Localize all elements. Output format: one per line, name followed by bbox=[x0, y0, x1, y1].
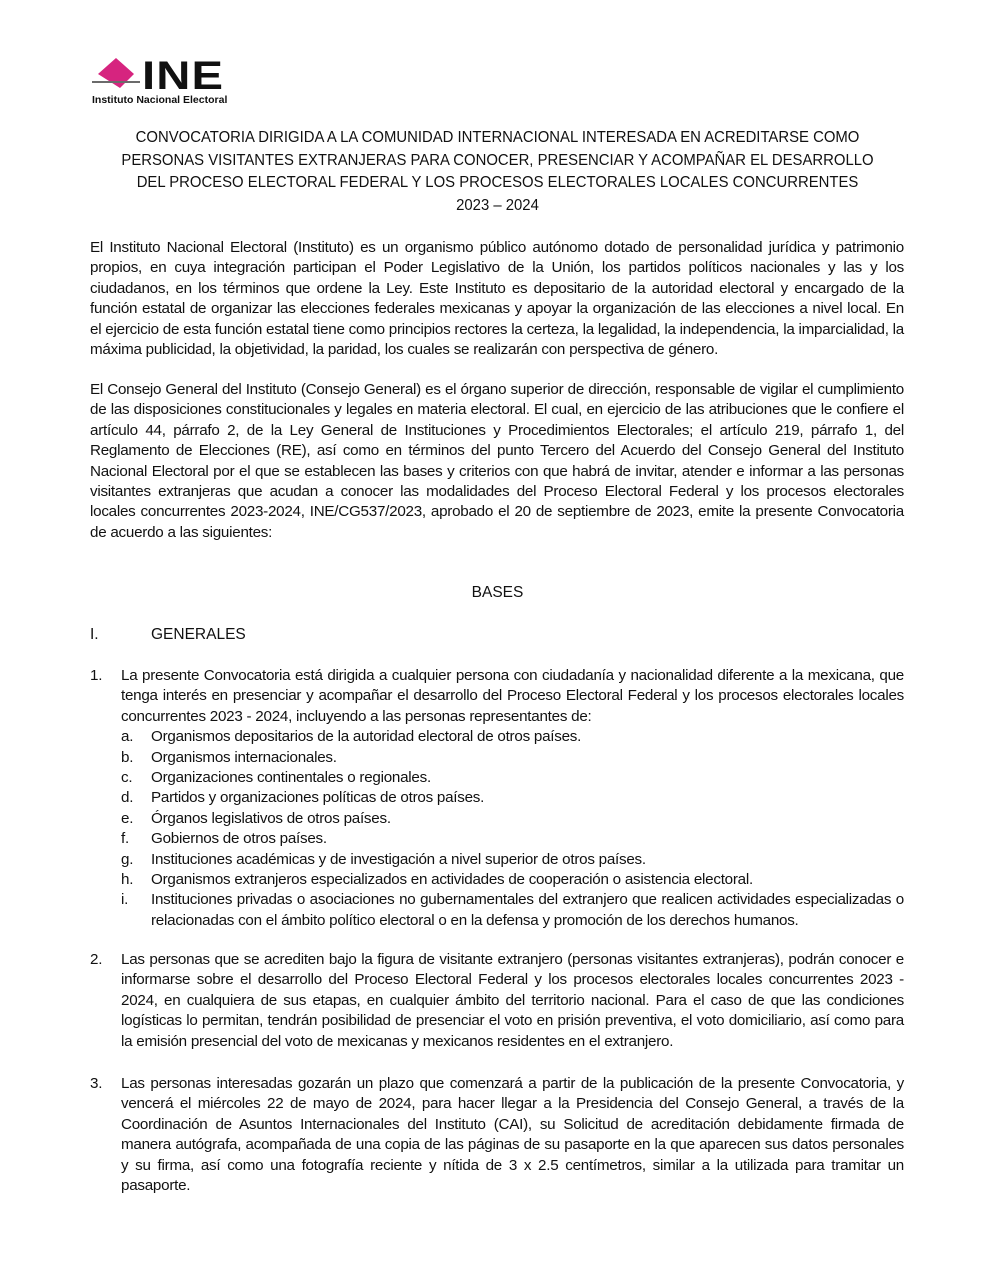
logo-subtitle: Instituto Nacional Electoral bbox=[92, 94, 228, 106]
sub-item: i. Instituciones privadas o asociaciones no gubernamentales del extranjero que realicen actividades especializadas o relacionadas con el ámbito político electoral o en la defensa y promoción de los derechos humanos. bbox=[121, 891, 904, 929]
list-item bbox=[90, 950, 904, 1052]
sub-item: e. Órganos legislativos de otros países. bbox=[121, 809, 391, 827]
bases-heading: BASES bbox=[471, 584, 524, 601]
intro-paragraph-1: El Instituto Nacional Electoral (Instituto) es un organismo público autónomo dotado de personalidad jurídica y patrimonio propios, en cuya integración participan el Poder Legislativo de la Unión, los partidos políticos nacionales y las y los ciudadanos, en los términos que ordene la Ley. Este Instituto es depositario de la autoridad electoral y encargado de la función estatal de organizar las elecciones federales mexicanas y apoyar la organización de las elecciones a nivel local. En el ejercicio de esta función estatal tiene como principios rectores la certeza, la legalidad, la independencia, la imparcialidad, la máxima publicidad, la objetividad, la paridad, los cuales se realizarán con perspectiva de género. bbox=[90, 239, 904, 359]
sub-item: f. Gobiernos de otros países. bbox=[121, 830, 327, 848]
sub-item: d. Partidos y organizaciones políticas de otros países. bbox=[121, 789, 485, 807]
logo-word: INE bbox=[142, 54, 225, 98]
ine-logo bbox=[90, 56, 250, 108]
sub-item: c. Organizaciones continentales o regionales. bbox=[121, 769, 431, 787]
item-text: La presente Convocatoria está dirigida a cualquier persona con ciudadanía y nacionalidad diferente a la mexicana, que tenga interés en presenciar y acompañar el desarrollo del Proceso Electoral Federal y los procesos electorales locales concurrentes 2023 - 2024, incluyendo a las personas representantes de: bbox=[121, 667, 904, 725]
sub-item: h. Organismos extranjeros especializados en actividades de cooperación o asistencia electoral. bbox=[121, 871, 753, 889]
item-number: 1. bbox=[90, 667, 103, 684]
intro-paragraph-2: El Consejo General del Instituto (Consejo General) es el órgano superior de dirección, responsable de vigilar el cumplimiento de las disposiciones constitucionales y legales en materia electoral. El cual, en ejercicio de las atribuciones que le confiere el artículo 44, párrafo 2, de la Ley General de Instituciones y Procedimientos Electorales; el artículo 219, párrafo 1, del Reglamento de Elecciones (RE), así como en términos del punto Tercero del Acuerdo del Consejo General del Instituto Nacional Electoral por el que se establecen las bases y criterios con que habrá de invitar, atender e informar a las personas visitantes extranjeras que acudan a conocer las modalidades del Proceso Electoral Federal y los procesos electorales locales concurrentes 2023-2024, INE/CG537/2023, aprobado el 20 de septiembre de 2023, emite la presente Convocatoria de acuerdo a las siguientes: bbox=[90, 381, 904, 541]
section-label: GENERALES bbox=[151, 626, 246, 643]
sub-item: g. Instituciones académicas y de investigación a nivel superior de otros países. bbox=[121, 850, 646, 868]
section-number: I. bbox=[90, 626, 99, 643]
list-item bbox=[90, 666, 904, 931]
item-text: Las personas que se acrediten bajo la figura de visitante extranjero (personas visitantes extranjeras), podrán conocer e informarse sobre el desarrollo del Proceso Electoral Federal y los procesos electorales locales concurrentes 2023 - 2024, en cualquiera de sus etapas, en cualquier ámbito del territorio nacional. Para el caso de que las condiciones logísticas lo permitan, tendrán posibilidad de presenciar el voto en prisión preventiva, el voto domiciliario, así como para la emisión presencial del voto de mexicanas y mexicanos residentes en el extranjero. bbox=[121, 951, 904, 1050]
sub-item: a. Organismos depositarios de la autoridad electoral de otros países. bbox=[121, 728, 582, 746]
ballot-box-icon bbox=[90, 56, 146, 92]
item-number: 3. bbox=[90, 1075, 103, 1092]
sub-item: b. Organismos internacionales. bbox=[121, 748, 337, 766]
list-item bbox=[90, 1074, 904, 1196]
item-text: Las personas interesadas gozarán un plazo que comenzará a partir de la publicación de la presente Convocatoria, y vencerá el miércoles 22 de mayo de 2024, para hacer llegar a la Presidencia del Consejo General, a través de la Coordinación de Asuntos Internacionales del Instituto (CAI), su Solicitud de acreditación debidamente firmada de manera autógrafa, acompañada de una copia de las páginas de su pasaporte en la que aparecen sus datos personales y su firma, así como una fotografía reciente y nítida de 3 x 2.5 centímetros, similar a la utilizada para tramitar un pasaporte. bbox=[121, 1075, 904, 1195]
item-number: 2. bbox=[90, 951, 103, 968]
document-title: CONVOCATORIA DIRIGIDA A LA COMUNIDAD INTERNACIONAL INTERESADA EN ACREDITARSE COMO PERSONAS VISITANTES EXTRANJERAS PARA CONOCER, PRESENCIAR Y ACOMPAÑAR EL DESARROLLO DEL PROCESO ELECTORAL FEDERAL Y LOS PROCESOS ELECTORALES LOCALES CONCURRENTES 2023 – 2024 bbox=[121, 129, 874, 214]
